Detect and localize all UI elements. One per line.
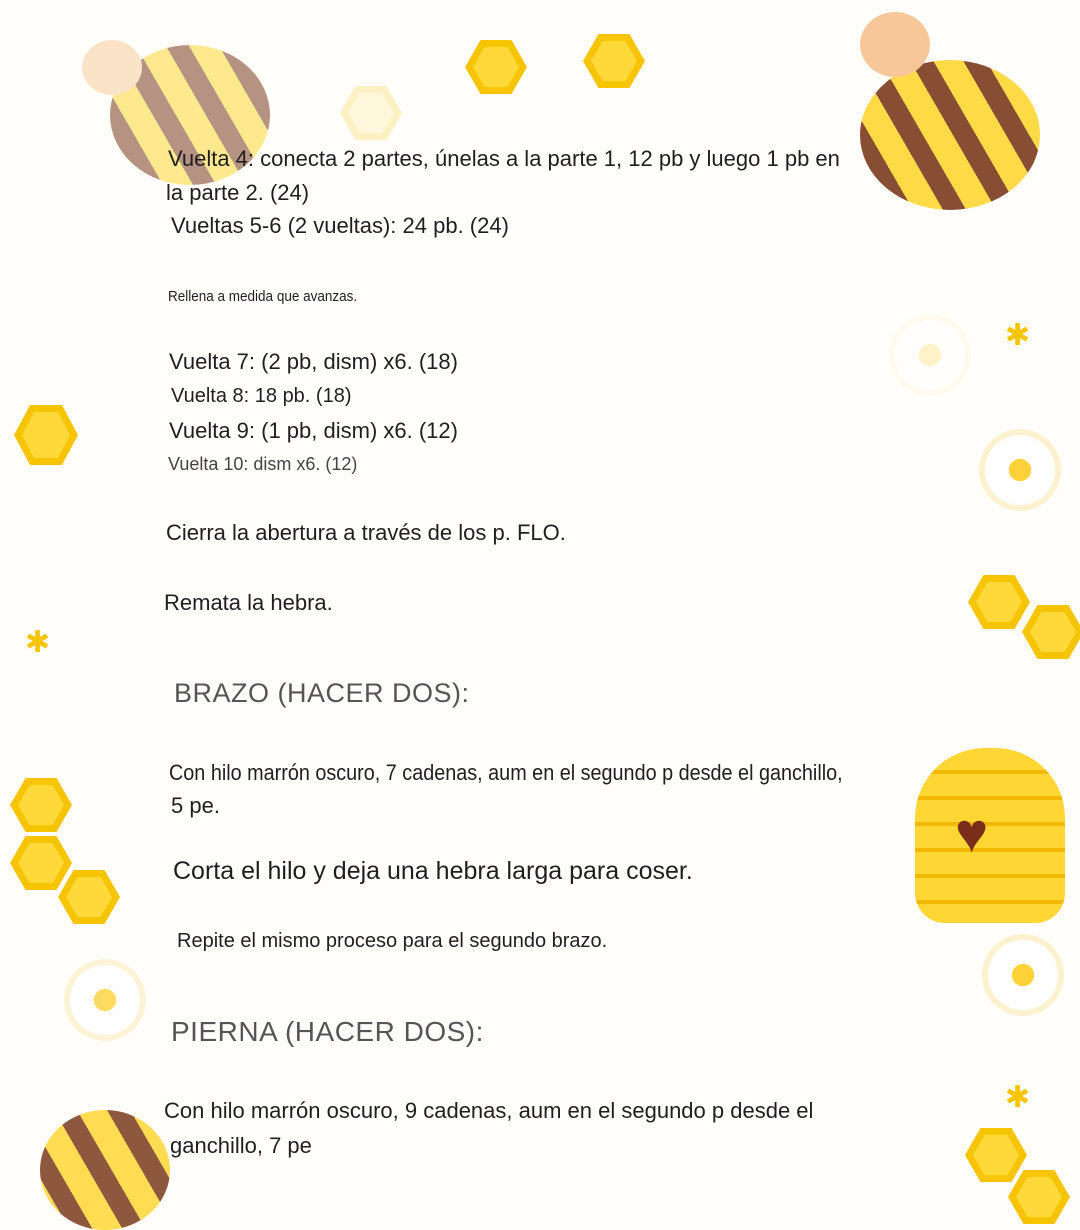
star-icon: ✱: [25, 626, 51, 659]
arm-heading: BRAZO (HACER DOS):: [174, 678, 470, 708]
rounds-5-6: Vueltas 5-6 (2 vueltas): 24 pb. (24): [171, 213, 509, 238]
leg-line-1: Con hilo marrón oscuro, 9 cadenas, aum en el segundo p desde el: [164, 1098, 814, 1123]
honeycomb-icon: [1008, 1170, 1070, 1224]
honeycomb-icon: [965, 1128, 1027, 1182]
bee-wing-icon: [860, 12, 930, 77]
beehive-icon: [915, 748, 1065, 923]
bee-icon: [40, 1110, 170, 1230]
honeycomb-icon: [14, 405, 78, 465]
stuffing-note: Rellena a medida que avanzas.: [168, 288, 358, 305]
bee-icon: [860, 60, 1040, 210]
close-instruction: Cierra la abertura a través de los p. FLO.: [166, 520, 566, 545]
round-8: Vuelta 8: 18 pb. (18): [171, 385, 352, 407]
round-9: Vuelta 9: (1 pb, dism) x6. (12): [169, 418, 458, 443]
leg-heading: PIERNA (HACER DOS):: [171, 1016, 484, 1047]
flower-icon: [895, 320, 965, 390]
honeycomb-icon: [465, 40, 527, 94]
flower-icon: [70, 965, 140, 1035]
honeycomb-icon: [340, 86, 402, 140]
fasten-off-instruction: Remata la hebra.: [164, 590, 333, 615]
leg-line-2: ganchillo, 7 pe: [170, 1133, 312, 1158]
arm-cut-instruction: Corta el hilo y deja una hebra larga para coser.: [173, 857, 693, 885]
round-4-line-1: Vuelta 4: conecta 2 partes, únelas a la parte 1, 12 pb y luego 1 pb en: [168, 146, 840, 171]
arm-repeat-instruction: Repite el mismo proceso para el segundo brazo.: [177, 930, 608, 952]
honeycomb-icon: [968, 575, 1030, 629]
arm-line-2: 5 pe.: [171, 793, 220, 818]
flower-icon: [985, 435, 1055, 505]
star-icon: ✱: [1005, 1081, 1031, 1114]
honeycomb-icon: [10, 778, 72, 832]
honeycomb-icon: [58, 870, 120, 924]
bee-wing-icon: [82, 40, 142, 95]
honeycomb-icon: [10, 836, 72, 890]
arm-line-1: Con hilo marrón oscuro, 7 cadenas, aum en el segundo p desde el ganchillo,: [169, 760, 843, 785]
heart-icon: ♥: [955, 801, 989, 864]
round-10: Vuelta 10: dism x6. (12): [168, 454, 358, 474]
honeycomb-icon: [1022, 605, 1080, 659]
flower-icon: [988, 940, 1058, 1010]
star-icon: ✱: [1005, 319, 1031, 352]
round-4-line-2: la parte 2. (24): [166, 180, 310, 205]
honeycomb-icon: [583, 34, 645, 88]
round-7: Vuelta 7: (2 pb, dism) x6. (18): [169, 349, 458, 374]
